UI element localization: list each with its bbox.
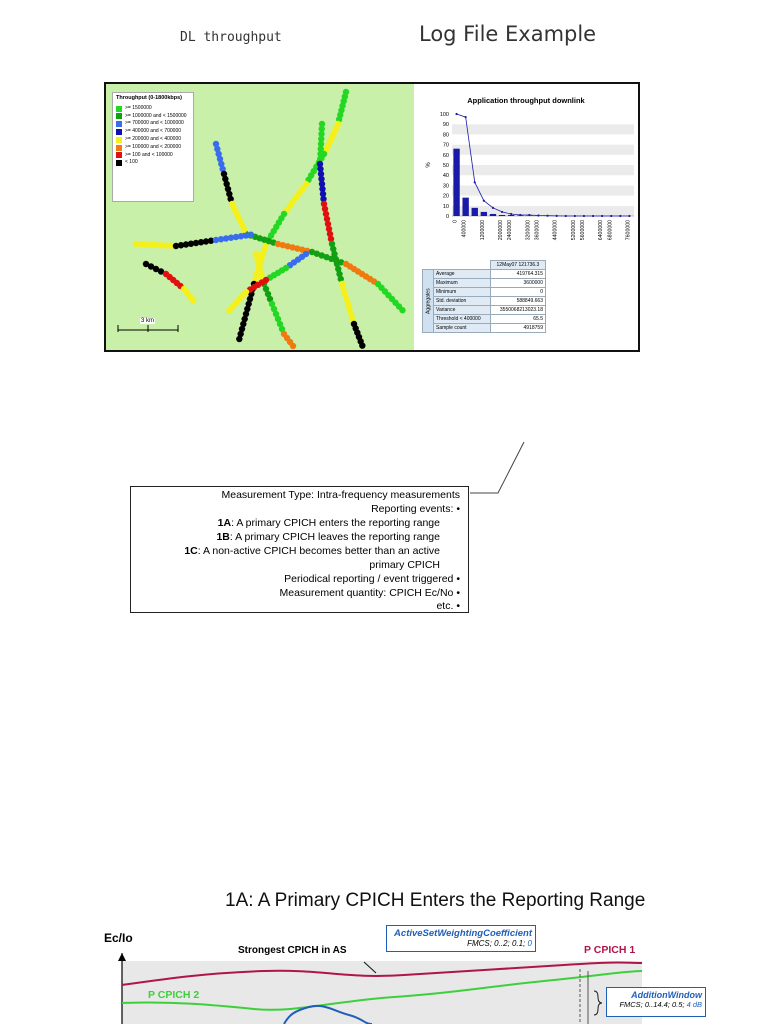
x-tick-label: 4400000 (552, 220, 559, 241)
cumulative-point (619, 215, 621, 217)
strongest-cpich-label: Strongest CPICH in AS (238, 945, 347, 956)
diagram-background (122, 961, 642, 1024)
route-sample-dot (359, 342, 365, 348)
legend-label: >= 100 and < 100000 (125, 151, 173, 158)
stats-key: Sample count (434, 324, 491, 333)
legend-swatch (116, 137, 122, 143)
callout-line: Periodical reporting / event triggered • (284, 573, 460, 585)
chart-grid-band (452, 134, 634, 144)
x-tick-label: 0 (452, 220, 459, 223)
map-scale-bar (116, 320, 180, 334)
stats-value: 3550068213023.18 (490, 306, 545, 315)
legend-swatch (116, 145, 122, 151)
histogram-bar (453, 149, 459, 216)
route-sample-dot (190, 297, 196, 303)
stats-row (423, 315, 546, 324)
legend-label: >= 200000 and < 400000 (125, 135, 182, 142)
y-axis-arrow (118, 953, 126, 961)
callout-line: Measurement Type: Intra-frequency measurements (221, 489, 460, 501)
chart-grid-band (452, 185, 634, 195)
callout-line: 1B: A primary CPICH leaves the reporting range (216, 531, 440, 543)
route-sample-dot (248, 232, 254, 238)
stats-row (423, 288, 546, 297)
y-tick-label: 30 (442, 183, 449, 190)
y-tick-label: 100 (439, 112, 449, 118)
event-1a-title: 1A: A Primary CPICH Enters the Reporting Range (225, 890, 646, 911)
legend-item (116, 120, 190, 128)
route-sample-dot (399, 307, 405, 313)
x-tick-label: 3600000 (534, 220, 541, 241)
histogram-bar (490, 214, 496, 216)
map-legend (112, 92, 194, 202)
y-tick-label: 50 (442, 163, 449, 169)
legend-swatch (116, 129, 122, 135)
aggregates-table (422, 260, 546, 333)
legend-item (116, 136, 190, 144)
callout-line: etc. • (436, 600, 460, 612)
cumulative-point (492, 207, 494, 209)
stats-row (423, 297, 546, 306)
callout-leader-line (468, 440, 528, 505)
cumulative-point (628, 215, 630, 217)
throughput-chart-panel (414, 84, 638, 350)
stats-row (423, 270, 546, 279)
stats-value: 588849.663 (490, 297, 545, 306)
addition-window-value: 4 dB (686, 1000, 702, 1009)
cumulative-point (610, 215, 612, 217)
x-tick-label: 400000 (461, 220, 468, 238)
page-title: Log File Example (419, 22, 597, 46)
cumulative-point (565, 215, 567, 217)
histogram-bar (481, 212, 487, 216)
cumulative-point (583, 215, 585, 217)
legend-item (116, 128, 190, 136)
throughput-map (106, 84, 414, 350)
legend-label: >= 400000 and < 700000 (125, 128, 182, 135)
cumulative-point (474, 181, 476, 183)
stats-row (423, 306, 546, 315)
callout-line: Reporting events: • (371, 503, 460, 515)
chart-grid-band (452, 155, 634, 165)
chart-grid-band (452, 124, 634, 134)
y-tick-label: 60 (442, 152, 449, 159)
legend-item (116, 113, 190, 121)
chart-grid-band (452, 196, 634, 206)
stats-side-label: Aggregates (423, 270, 434, 333)
x-tick-label: 6800000 (607, 220, 614, 241)
x-tick-label: 5200000 (570, 220, 577, 241)
stats-key: Average (434, 270, 491, 279)
aswc-box (386, 925, 536, 952)
y-tick-label: 80 (442, 132, 449, 139)
stats-header: 12May07 121736.3 (490, 261, 545, 270)
stats-corner (434, 261, 491, 270)
chart-title: Application throughput downlink (467, 96, 585, 105)
route-sample-dot (241, 227, 247, 233)
dl-throughput-label: DL throughput (180, 30, 282, 45)
stats-key: Std. deviation (434, 297, 491, 306)
stats-row (423, 324, 546, 333)
legend-item (116, 159, 190, 167)
legend-item (116, 144, 190, 152)
stats-corner (423, 261, 434, 270)
cumulative-point (592, 215, 594, 217)
y-tick-label: 40 (442, 173, 449, 180)
chart-grid-band (452, 165, 634, 175)
x-tick-label: 2000000 (498, 220, 505, 241)
aswc-title: ActiveSetWeightingCoefficient (394, 928, 532, 939)
x-tick-label: 3200000 (525, 220, 532, 241)
y-tick-label: 90 (442, 122, 449, 129)
callout-line: primary CPICH (369, 559, 440, 571)
stats-value: 419764.315 (490, 270, 545, 279)
stats-value: 65.5 (490, 315, 545, 324)
stats-key: Threshold < 400000 (434, 315, 491, 324)
x-tick-label: 2400000 (507, 220, 514, 241)
legend-item (116, 152, 190, 160)
log-file-figure (104, 82, 640, 352)
y-axis-label: Ec/Io (104, 931, 133, 945)
cumulative-point (519, 214, 521, 216)
legend-label: >= 1000000 and < 1500000 (125, 112, 187, 119)
route-sample-dot (236, 336, 242, 342)
callout-line: Measurement quantity: CPICH Ec/No • (280, 587, 461, 599)
p-cpich-1-label: P CPICH 1 (584, 944, 636, 956)
y-tick-label: 0 (445, 214, 449, 220)
histogram-bar (499, 215, 505, 216)
aswc-value: 0 (527, 939, 532, 948)
cumulative-point (546, 215, 548, 217)
addition-window-sub: FMCS; 0..14.4; 0.5; (619, 1000, 685, 1009)
legend-swatch (116, 113, 122, 119)
stats-key: Maximum (434, 279, 491, 288)
legend-swatch (116, 106, 122, 112)
cumulative-point (537, 214, 539, 216)
chart-grid-band (452, 114, 634, 124)
stats-value: 0 (490, 288, 545, 297)
legend-label: >= 1500000 (125, 104, 152, 111)
legend-label: < 100 (125, 159, 138, 166)
legend-swatch (116, 152, 122, 158)
histogram-bar (508, 215, 514, 216)
legend-item (116, 105, 190, 113)
cumulative-point (510, 213, 512, 215)
x-tick-label: 1200000 (479, 220, 486, 241)
x-tick-label: 7600000 (625, 220, 632, 241)
histogram-bar (462, 198, 468, 216)
y-axis-label: % (426, 162, 432, 168)
cumulative-point (574, 215, 576, 217)
cumulative-point (556, 215, 558, 217)
legend-swatch (116, 121, 122, 127)
stats-value: 4918759 (490, 324, 545, 333)
chart-grid-band (452, 206, 634, 216)
stats-key: Minimum (434, 288, 491, 297)
legend-label: >= 100000 and < 200000 (125, 143, 182, 150)
stats-value: 3600000 (490, 279, 545, 288)
stats-row (423, 279, 546, 288)
cumulative-point (455, 113, 457, 115)
cumulative-point (483, 200, 485, 202)
addition-window-box (606, 987, 706, 1017)
measurement-callout (130, 486, 469, 613)
y-tick-label: 20 (442, 193, 449, 200)
p-cpich-2-label: P CPICH 2 (148, 989, 200, 1001)
chart-grid-band (452, 175, 634, 185)
cumulative-point (601, 215, 603, 217)
cumulative-point (465, 116, 467, 118)
cumulative-point (501, 211, 503, 213)
scale-label: 3 km (141, 318, 155, 324)
x-tick-label: 5600000 (579, 220, 586, 241)
x-tick-label: 6400000 (598, 220, 605, 241)
callout-line: 1A: A primary CPICH enters the reporting range (217, 517, 440, 529)
cumulative-point (528, 214, 530, 216)
callout-line: 1C: A non-active CPICH becomes better than an active (184, 545, 440, 557)
legend-swatch (116, 160, 122, 166)
throughput-histogram (414, 84, 638, 254)
aswc-sub: FMCS; 0..2; 0.1; (467, 939, 526, 948)
histogram-bar (472, 208, 478, 216)
legend-label: >= 700000 and < 1000000 (125, 120, 184, 127)
y-tick-label: 10 (442, 203, 449, 210)
addition-window-title: AdditionWindow (631, 990, 702, 1000)
route-sample-dot (290, 343, 296, 349)
stats-key: Variance (434, 306, 491, 315)
route-sample-dot (226, 307, 232, 313)
chart-grid-band (452, 145, 634, 155)
legend-title: Throughput (0-1800kbps) (116, 95, 183, 101)
event-1a-diagram (104, 925, 768, 1024)
y-tick-label: 70 (442, 142, 449, 149)
